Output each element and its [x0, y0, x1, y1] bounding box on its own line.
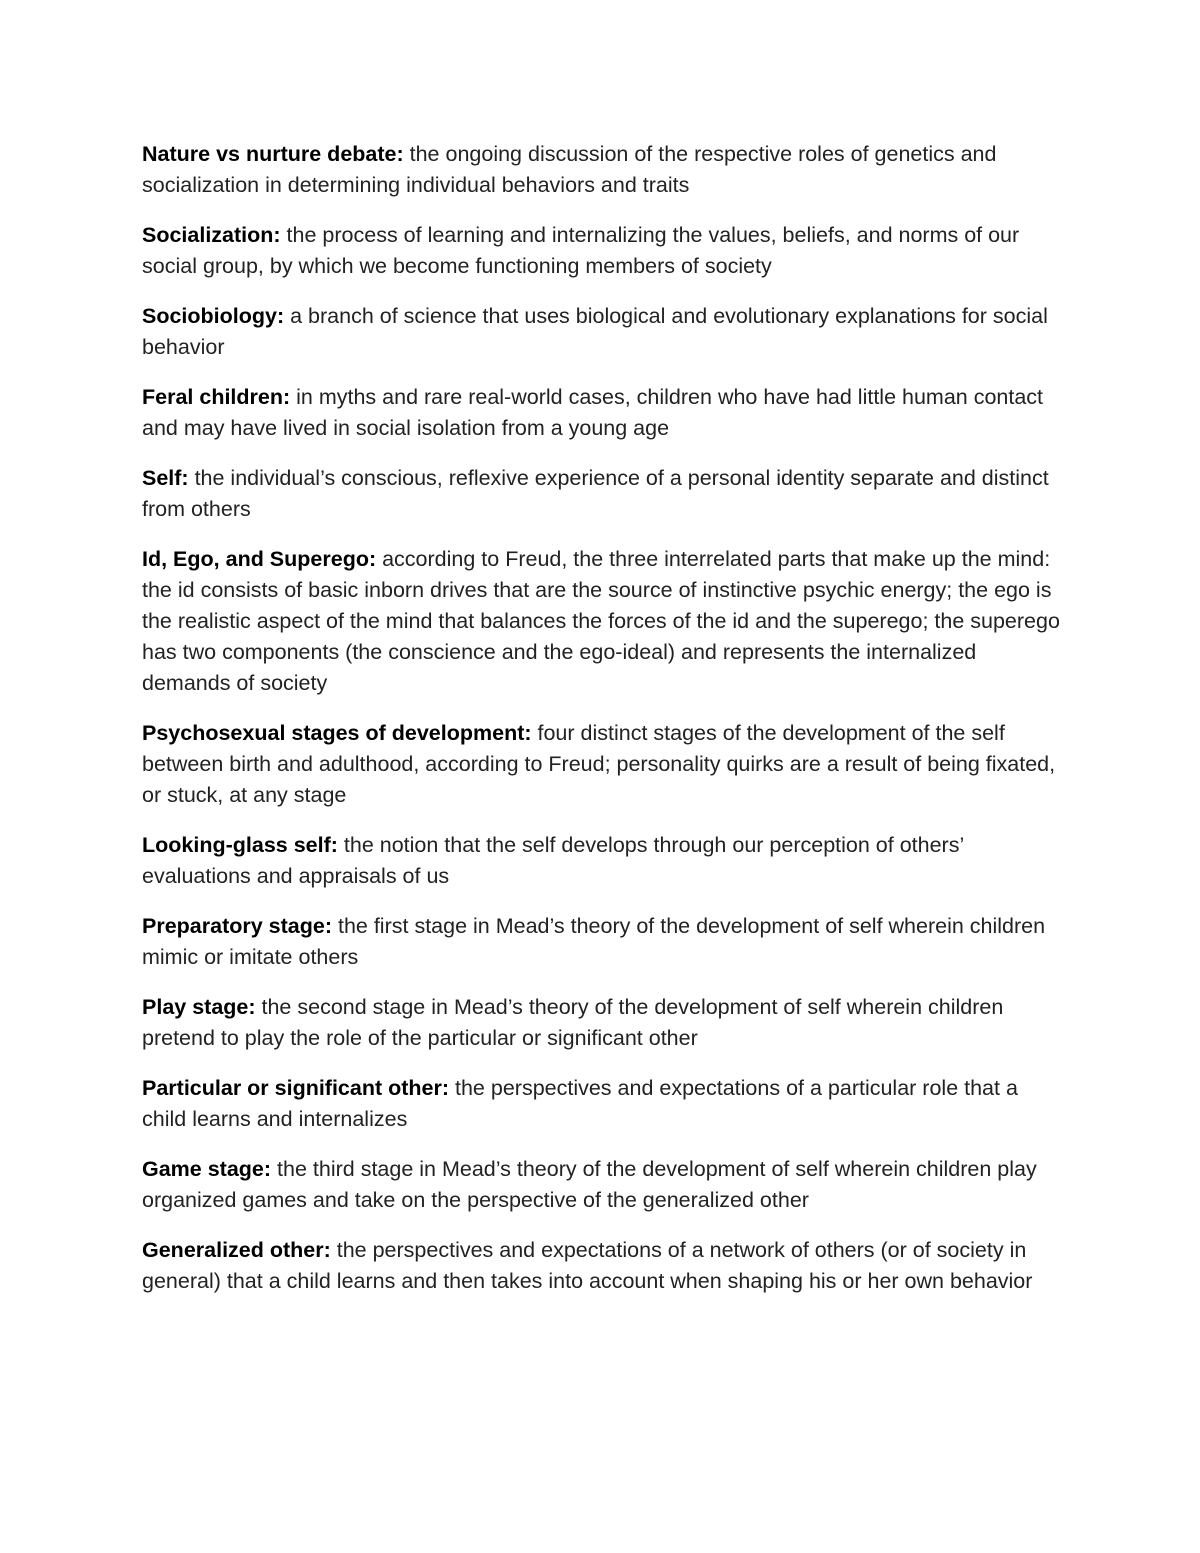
glossary-term: Particular or significant other: [142, 1076, 450, 1100]
glossary-entry-sociobiology [142, 301, 1060, 363]
glossary-definition: the process of learning and internalizing the values, beliefs, and norms of our social group, by which we become functioning members of society [142, 223, 1020, 278]
glossary-entry-play-stage [142, 992, 1060, 1054]
glossary-definition: the notion that the self develops through our perception of others’ evaluations and appraisals of us [142, 833, 964, 888]
glossary-definition: the second stage in Mead’s theory of the development of self wherein children pretend to play the role of the particular or significant other [142, 995, 1004, 1050]
glossary-entry-nature-vs-nurture [142, 139, 1060, 201]
glossary-entry-significant-other [142, 1073, 1060, 1135]
glossary-definition: the ongoing discussion of the respective roles of genetics and socialization in determining individual behaviors and traits [142, 142, 997, 197]
glossary-entry-id-ego-superego [142, 544, 1060, 699]
glossary-definition: in myths and rare real-world cases, children who have had little human contact and may have lived in social isolation from a young age [142, 385, 1044, 440]
glossary-entry-preparatory-stage [142, 911, 1060, 973]
glossary-term: Looking-glass self: [142, 833, 338, 857]
glossary-term: Psychosexual stages of development: [142, 721, 532, 745]
glossary-term: Feral children: [142, 385, 291, 409]
glossary-entry-looking-glass-self [142, 830, 1060, 892]
glossary-term: Nature vs nurture debate: [142, 142, 404, 166]
glossary-list [142, 139, 1060, 1316]
glossary-definition: the third stage in Mead’s theory of the development of self wherein children play organized games and take on the perspective of the generalized other [142, 1157, 1037, 1212]
glossary-entry-game-stage [142, 1154, 1060, 1216]
glossary-term: Generalized other: [142, 1238, 331, 1262]
glossary-term: Socialization: [142, 223, 281, 247]
glossary-definition: four distinct stages of the development of the self between birth and adulthood, according to Freud; personality quirks are a result of being fixated, or stuck, at any stage [142, 721, 1056, 807]
glossary-definition: the perspectives and expectations of a network of others (or of society in general) that a child learns and then takes into account when shaping his or her own behavior [142, 1238, 1033, 1293]
glossary-term: Play stage: [142, 995, 256, 1019]
glossary-term: Preparatory stage: [142, 914, 332, 938]
glossary-entry-generalized-other [142, 1235, 1060, 1297]
glossary-definition: the perspectives and expectations of a particular role that a child learns and internalizes [142, 1076, 1018, 1131]
glossary-definition: according to Freud, the three interrelated parts that make up the mind: the id consists of basic inborn drives that are the source of instinctive psychic energy; the ego is the realistic aspect of the mind that balances the forces of the id and the superego; the superego has two components (the conscience and the ego-ideal) and represents the internalized demands of society [142, 547, 1060, 695]
glossary-entry-feral-children [142, 382, 1060, 444]
glossary-term: Sociobiology: [142, 304, 285, 328]
glossary-entry-self [142, 463, 1060, 525]
glossary-entry-psychosexual-stages [142, 718, 1060, 811]
glossary-definition: a branch of science that uses biological and evolutionary explanations for social behavior [142, 304, 1048, 359]
glossary-term: Id, Ego, and Superego: [142, 547, 377, 571]
glossary-term: Self: [142, 466, 189, 490]
glossary-definition: the first stage in Mead’s theory of the development of self wherein children mimic or imitate others [142, 914, 1046, 969]
glossary-term: Game stage: [142, 1157, 272, 1181]
glossary-entry-socialization [142, 220, 1060, 282]
glossary-definition: the individual’s conscious, reflexive experience of a personal identity separate and distinct from others [142, 466, 1049, 521]
